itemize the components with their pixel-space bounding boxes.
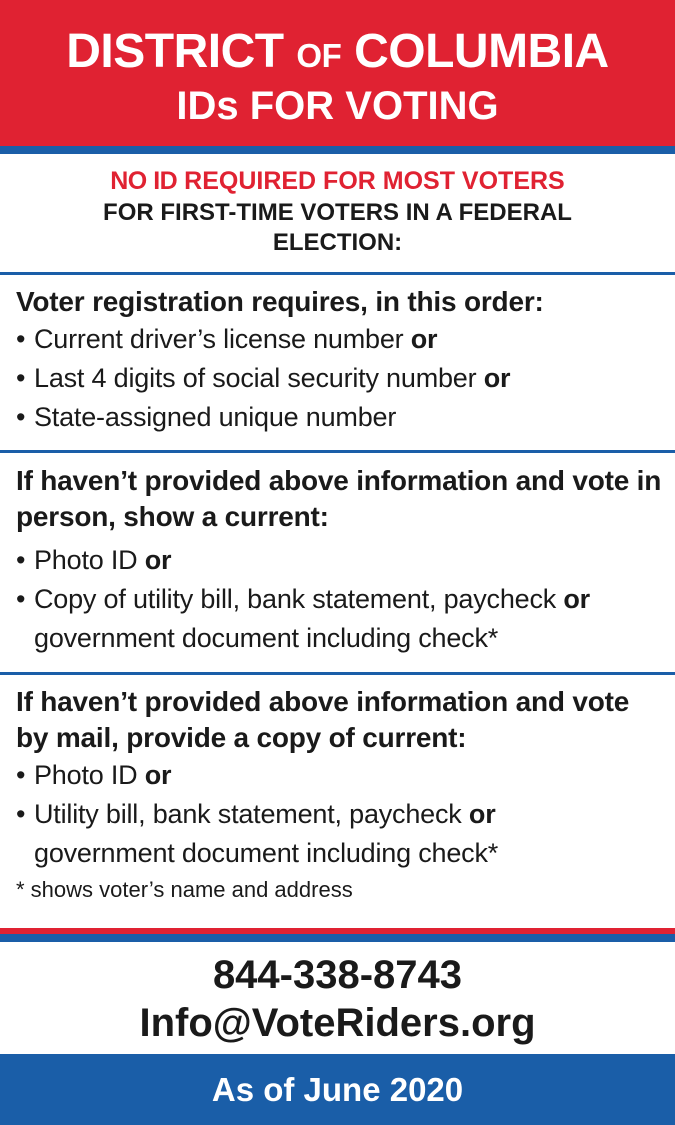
bullet-icon: • — [16, 324, 26, 354]
section-registration — [16, 284, 663, 437]
page-title — [0, 26, 675, 82]
list-item: • Current driver’s license number or — [16, 320, 663, 359]
email-address: Info@VoteRiders.org — [139, 1001, 536, 1045]
notice-block — [0, 166, 675, 258]
divider-1 — [0, 272, 675, 275]
list-item: • Photo ID or — [16, 756, 663, 795]
header-banner — [0, 0, 675, 146]
section-heading: If haven’t provided above information and vote by mail, provide a copy of current: — [16, 686, 630, 753]
bullet-icon: • — [16, 760, 26, 790]
bullet-icon: • — [16, 799, 26, 829]
list-item: • Utility bill, bank statement, paycheck or government document including check* — [16, 795, 663, 873]
bullet-icon: • — [16, 402, 26, 432]
section-in-person — [16, 463, 663, 658]
bullet-icon: • — [16, 584, 26, 614]
divider-2 — [0, 450, 675, 453]
bullet-icon: • — [16, 545, 26, 575]
divider-top — [0, 146, 675, 154]
no-id-rest: REQUIRED FOR MOST VOTERS — [177, 167, 565, 195]
list-item: • Photo ID or — [16, 541, 663, 580]
first-time-voters-label: FOR FIRST-TIME VOTERS IN A FEDERAL ELECTION: — [103, 199, 572, 256]
footnote: * shows voter’s name and address — [16, 877, 353, 902]
list-item: • Last 4 digits of social security number or — [16, 359, 663, 398]
contact-block — [0, 952, 675, 1048]
bullet-icon: • — [16, 363, 26, 393]
list-item: • State-assigned unique number — [16, 398, 663, 437]
section-heading: Voter registration requires, in this order: — [16, 286, 544, 317]
title-of: OF — [296, 37, 342, 74]
footer-banner — [0, 1054, 675, 1125]
no-id-label: NO ID — [110, 167, 178, 195]
phone-number: 844-338-8743 — [212, 953, 463, 997]
divider-blue — [0, 934, 675, 942]
title-district: DISTRICT — [66, 25, 297, 78]
list-item: • Copy of utility bill, bank statement, paycheck or government document including check* — [16, 580, 663, 658]
date-label: As of June 2020 — [211, 1071, 464, 1108]
title-columbia: COLUMBIA — [341, 25, 609, 78]
section-by-mail — [16, 684, 663, 905]
no-id-notice — [0, 166, 675, 196]
page-subtitle: IDs FOR VOTING — [176, 84, 499, 128]
divider-3 — [0, 672, 675, 675]
section-heading: If haven’t provided above information and vote in person, show a current: — [16, 465, 662, 532]
